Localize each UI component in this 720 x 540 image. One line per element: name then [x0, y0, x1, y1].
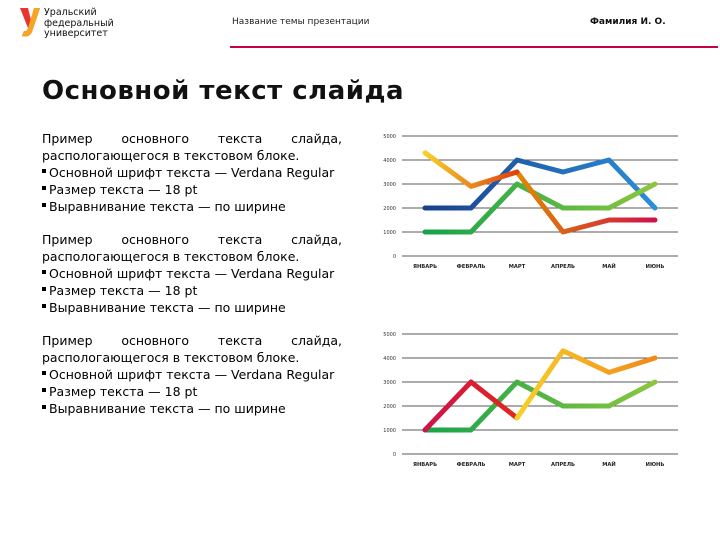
logo-line: Уральский [44, 7, 97, 18]
x-tick-label: ФЕВРАЛЬ [456, 264, 486, 270]
text-paragraph-block [42, 332, 342, 417]
bullet-item: Основной шрифт текста — Verdana Regular [42, 366, 342, 383]
x-tick-label: АПРЕЛЬ [551, 462, 575, 468]
bullet-item: Размер текста — 18 pt [42, 181, 342, 198]
paragraph: Пример основного текста слайда, распологающегося в текстовом блоке. [42, 232, 342, 264]
chart-svg [366, 324, 686, 474]
y-tick-label: 2000 [383, 206, 396, 212]
x-tick-label: МАЙ [602, 462, 616, 468]
bullet-item: Размер текста — 18 pt [42, 383, 342, 400]
text-paragraph-block [42, 130, 342, 215]
chart-svg [366, 126, 686, 276]
series-line-orange [425, 153, 517, 187]
bullet-item: Выравнивание текста — по ширине [42, 400, 342, 417]
bullet-item: Выравнивание текста — по ширине [42, 198, 342, 215]
paragraph: Пример основного текста слайда, распологающегося в текстовом блоке. [42, 333, 342, 365]
y-tick-label: 3000 [383, 182, 396, 188]
line-chart-top [366, 126, 686, 276]
y-tick-label: 5000 [383, 134, 396, 140]
text-block [42, 130, 342, 433]
x-tick-label: ЯНВАРЬ [412, 462, 438, 468]
slide-title: Основной текст слайда [42, 76, 405, 106]
y-tick-label: 4000 [383, 356, 396, 362]
presentation-topic: Название темы презентации [232, 17, 370, 27]
bullet-item: Основной шрифт текста — Verdana Regular [42, 265, 342, 282]
bullet-item: Размер текста — 18 pt [42, 282, 342, 299]
x-tick-label: МАРТ [508, 264, 526, 270]
bullet-item: Выравнивание текста — по ширине [42, 299, 342, 316]
x-tick-label: АПРЕЛЬ [551, 264, 575, 270]
logo-line: федеральный [44, 17, 114, 29]
y-tick-label: 3000 [383, 380, 396, 386]
x-tick-label: ЯНВАРЬ [412, 264, 438, 270]
y-tick-label: 0 [392, 254, 396, 260]
y-tick-label: 1000 [383, 230, 396, 236]
text-paragraph-block [42, 231, 342, 316]
y-tick-label: 2000 [383, 404, 396, 410]
x-tick-label: ИЮНЬ [645, 264, 665, 270]
logo-line: университет [44, 28, 108, 39]
x-tick-label: МАЙ [602, 264, 616, 270]
line-chart-bottom [366, 324, 686, 474]
y-tick-label: 4000 [383, 158, 396, 164]
series-line-red [517, 172, 655, 232]
university-logo [18, 6, 128, 42]
y-tick-label: 0 [392, 452, 396, 458]
author-name: Фамилия И. О. [590, 17, 666, 27]
y-tick-label: 5000 [383, 332, 396, 338]
university-logo-icon [18, 6, 42, 38]
x-tick-label: ИЮНЬ [645, 462, 665, 468]
header-divider [230, 46, 718, 48]
y-tick-label: 1000 [383, 428, 396, 434]
logo-text [44, 8, 114, 40]
x-tick-label: МАРТ [508, 462, 526, 468]
paragraph: Пример основного текста слайда, распологающегося в текстовом блоке. [42, 131, 342, 163]
x-tick-label: ФЕВРАЛЬ [456, 462, 486, 468]
bullet-item: Основной шрифт текста — Verdana Regular [42, 164, 342, 181]
